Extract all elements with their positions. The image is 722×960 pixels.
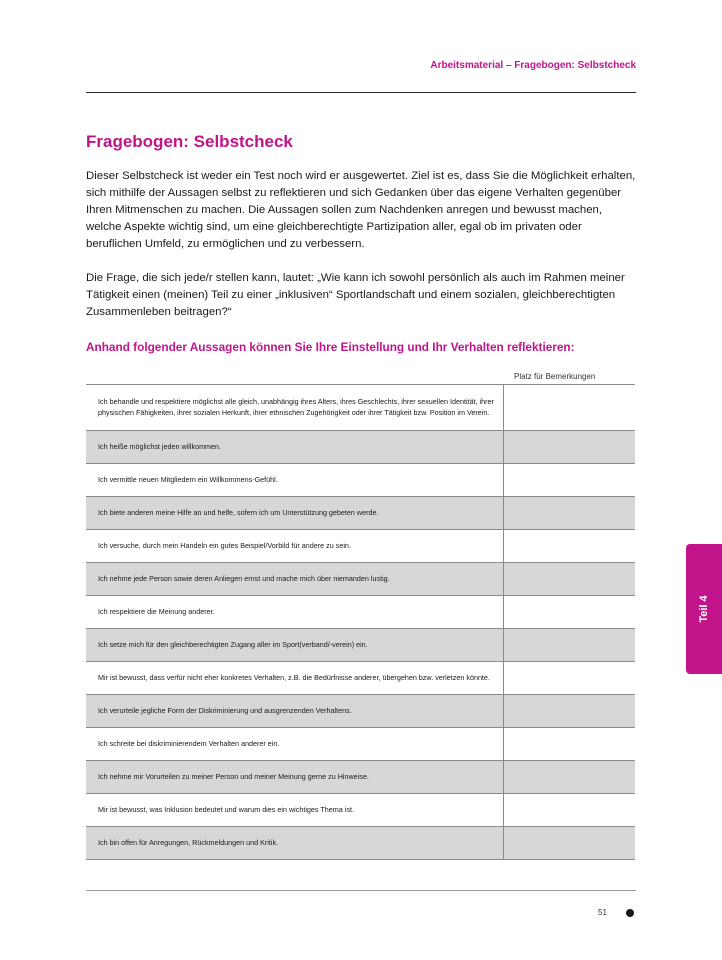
statement-text: Ich versuche, durch mein Handeln ein gutes Beispiel/Vorbild für andere zu sein.: [86, 530, 504, 562]
notes-field[interactable]: [504, 728, 635, 760]
statement-text: Ich respektiere die Meinung anderer.: [86, 596, 504, 628]
table-row: [86, 728, 635, 761]
intro-paragraph: Dieser Selbstcheck ist weder ein Test noch wird er ausgewertet. Ziel ist es, dass Sie die Möglichkeit erhalten, sich mithilfe der Aussagen selbst zu reflektieren und sich Gedanken über das eigene Verhalten gegenüber Ihren Mitmenschen zu machen. Die Aussagen sollen zum Nachdenken anregen und bewusst machen, welche Aspekte wichtig sind, um eine gleichberechtigte Partizipation aller, egal ob im privaten oder beruflichen Umfeld, zu ermöglichen und zu verbessern.: [86, 170, 636, 250]
notes-field[interactable]: [504, 761, 635, 793]
notes-field[interactable]: [504, 827, 635, 859]
notes-field[interactable]: [504, 662, 635, 694]
table-row: [86, 794, 635, 827]
notes-field[interactable]: [504, 629, 635, 661]
chapter-side-tab: [686, 544, 722, 674]
notes-field[interactable]: [504, 464, 635, 496]
side-tab-label: Teil 4: [698, 595, 710, 623]
statements-table: [86, 384, 635, 860]
table-row: [86, 827, 635, 860]
table-row: [86, 431, 635, 464]
page-number-dot-icon: [626, 909, 634, 917]
statement-text: Ich nehme jede Person sowie deren Anliegen ernst und mache mich über niemanden lustig.: [86, 563, 504, 595]
statement-text: Ich bin offen für Anregungen, Rückmeldungen und Kritik.: [86, 827, 504, 859]
page-number: 51: [598, 908, 607, 917]
table-row: [86, 530, 635, 563]
footer-rule: [86, 890, 636, 891]
header-rule: [86, 92, 636, 93]
table-row: [86, 385, 635, 431]
question-paragraph: Die Frage, die sich jede/r stellen kann, lautet: „Wie kann ich sowohl persönlich als auch im Rahmen meiner Tätigkeit einen (meinen) Teil zu einer „inklusiven“ Sportlandschaft und einem sozialen, gleichberechtigten Zusammenleben beitragen?“: [86, 272, 625, 318]
table-row: [86, 629, 635, 662]
statement-text: Ich setze mich für den gleichberechtigten Zugang aller im Sport(verband/-verein) ein.: [86, 629, 504, 661]
table-row: [86, 662, 635, 695]
notes-field[interactable]: [504, 385, 635, 430]
table-row: [86, 695, 635, 728]
notes-field[interactable]: [504, 596, 635, 628]
notes-field[interactable]: [504, 695, 635, 727]
notes-field[interactable]: [504, 530, 635, 562]
running-header: Arbeitsmaterial – Fragebogen: Selbstcheck: [430, 60, 636, 71]
statement-text: Mir ist bewusst, dass verfür nicht eher konkretes Verhalten, z.B. die Bedürfnisse anderer, übergehen bzw. verletzen könnte.: [86, 662, 504, 694]
statement-text: Ich vermittle neuen Mitgliedern ein Willkommens-Gefühl.: [86, 464, 504, 496]
statement-text: Mir ist bewusst, was Inklusion bedeutet und warum dies ein wichtiges Thema ist.: [86, 794, 504, 826]
notes-column-header: Platz für Bemerkungen: [514, 372, 596, 381]
table-row: [86, 596, 635, 629]
notes-field[interactable]: [504, 794, 635, 826]
statement-text: Ich nehme mir Vorurteilen zu meiner Person und meiner Meinung gerne zu Hinweise.: [86, 761, 504, 793]
statement-text: Ich behandle und respektiere möglichst alle gleich, unabhängig ihres Alters, ihres Geschlechts, ihrer sexuellen Identität, ihrer physischen Fähigkeiten, ihrer sozialen Herkunft, ihrer ethnischen Zugehörigkeit oder ihrer Tätigkeit bzw. Position im Verein.: [86, 385, 504, 430]
notes-field[interactable]: [504, 563, 635, 595]
statement-text: Ich heiße möglichst jeden willkommen.: [86, 431, 504, 463]
table-row: [86, 464, 635, 497]
notes-field[interactable]: [504, 497, 635, 529]
statement-text: Ich biete anderen meine Hilfe an und helfe, sofern ich um Unterstützung gebeten werde.: [86, 497, 504, 529]
statement-text: Ich verurteile jegliche Form der Diskriminierung und ausgrenzenden Verhaltens.: [86, 695, 504, 727]
statement-text: Ich schreite bei diskriminierendem Verhalten anderer ein.: [86, 728, 504, 760]
notes-field[interactable]: [504, 431, 635, 463]
table-row: [86, 497, 635, 530]
table-row: [86, 563, 635, 596]
page-title: Fragebogen: Selbstcheck: [86, 132, 293, 151]
table-row: [86, 761, 635, 794]
statements-subheading: Anhand folgender Aussagen können Sie Ihre Einstellung und Ihr Verhalten reflektieren:: [86, 340, 575, 354]
